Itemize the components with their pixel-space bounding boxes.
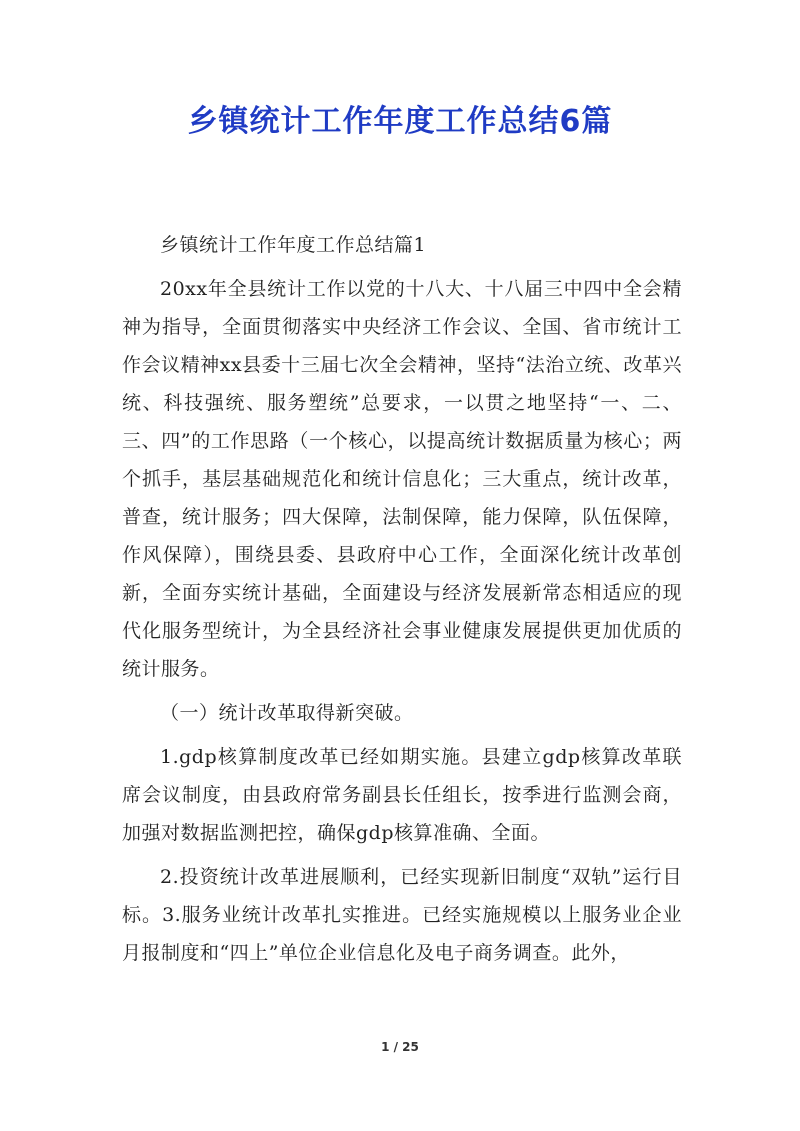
- section-heading: 乡镇统计工作年度工作总结篇1: [160, 234, 427, 256]
- body-paragraph: 2.投资统计改革进展顺利，已经实现新旧制度“双轨”运行目标。3.服务业统计改革扎实推进。已经实施规模以上服务业企业月报制度和“四上”单位企业信息化及电子商务调查。此外，: [122, 866, 682, 964]
- page-number: 1 / 25: [381, 1040, 419, 1054]
- document-title: 乡镇统计工作年度工作总结6篇: [187, 104, 613, 139]
- body-paragraph: 1.gdp核算制度改革已经如期实施。县建立gdp核算改革联席会议制度，由县政府常务副县长任组长，按季进行监测会商，加强对数据监测把控，确保gdp核算准确、全面。: [122, 746, 682, 844]
- body-paragraph: 20xx年全县统计工作以党的十八大、十八届三中四中全会精神为指导，全面贯彻落实中央经济工作会议、全国、省市统计工作会议精神xx县委十三届七次全会精神，坚持“法治立统、改革兴统、科技强统、服务塑统”总要求，一以贯之地坚持“一、二、三、四”的工作思路（一个核心，以提高统计数据质量为核心；两个抓手，基层基础规范化和统计信息化；三大重点，统计改革，普查，统计服务；四大保障，法制保障，能力保障，队伍保障，作风保障），围绕县委、县政府中心工作，全面深化统计改革创新，全面夯实统计基础，全面建设与经济发展新常态相适应的现代化服务型统计，为全县经济社会事业健康发展提供更加优质的统计服务。: [122, 278, 682, 680]
- subsection-heading: （一）统计改革取得新突破。: [160, 702, 414, 724]
- document-body: [122, 226, 682, 972]
